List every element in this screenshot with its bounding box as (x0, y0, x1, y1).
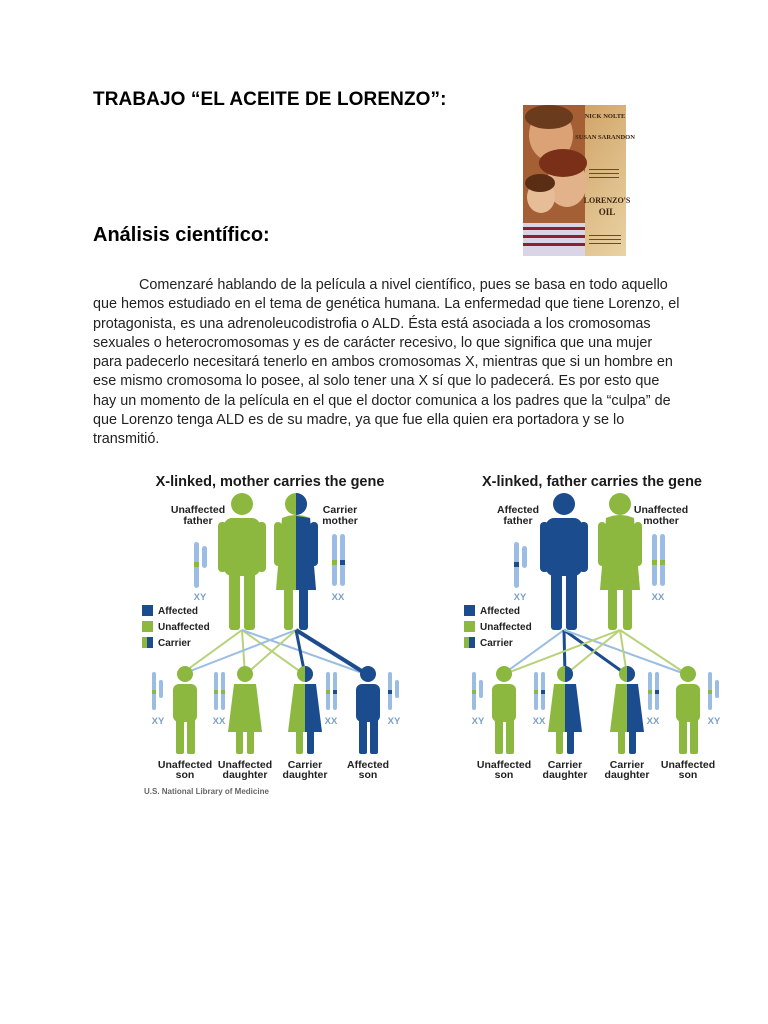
panel-mother-carries (142, 474, 401, 796)
left-child-1-label-2: son (175, 769, 195, 781)
right-father-label-1: Affected (496, 504, 540, 516)
poster-actor-1: NICK NOLTE (584, 113, 626, 120)
left-father-chromosomes (194, 542, 207, 588)
movie-poster-image (523, 105, 635, 256)
left-father-label-1: Unaffected (170, 504, 226, 516)
document-title: TRABAJO “EL ACEITE DE LORENZO”: (93, 89, 447, 110)
right-child-4-unaffected-son (676, 666, 700, 754)
right-child-1-unaffected-son (492, 666, 516, 754)
left-child-4-chrom: XY (387, 716, 401, 727)
right-child-4-label-2: son (678, 769, 698, 781)
right-mother-label-1: Unaffected (633, 504, 689, 516)
legend-right-unaffected: Unaffected (480, 622, 532, 633)
left-child-4-label-2: son (358, 769, 378, 781)
legend-right (464, 605, 532, 649)
right-mother-chromosomes (652, 534, 665, 586)
left-child-4-affected-son (356, 666, 380, 754)
legend-affected-swatch (142, 605, 153, 616)
left-child-1-label-1: Unaffected (157, 759, 213, 771)
legend-affected: Affected (158, 606, 199, 617)
left-mother-label-1: Carrier (322, 504, 358, 516)
right-father-figure (540, 493, 588, 630)
left-child-1-chrom: XY (151, 716, 165, 727)
right-child-2-carrier-daughter (548, 666, 582, 754)
legend-unaffected: Unaffected (158, 622, 210, 633)
right-mother-label-2: mother (643, 515, 679, 527)
poster-title-line2: OIL (598, 207, 616, 217)
right-child-3-label-1: Carrier (609, 759, 645, 771)
legend-unaffected-swatch (142, 621, 153, 632)
panel-father-carries (464, 474, 721, 781)
left-child-2-label-2: daughter (222, 769, 268, 781)
legend-carrier: Carrier (158, 638, 191, 649)
right-child-3-carrier-daughter (610, 666, 644, 754)
left-child-2-chrom: XX (212, 716, 226, 727)
right-child-1-chrom: XY (471, 716, 485, 727)
left-child-2-unaffected-daughter (228, 666, 262, 754)
left-child-2-label-1: Unaffected (217, 759, 273, 771)
right-child-4-label-1: Unaffected (660, 759, 716, 771)
panel-left-title: X-linked, mother carries the gene (155, 474, 385, 490)
legend-right-carrier: Carrier (480, 638, 513, 649)
poster-title-line1: LORENZO'S (583, 196, 631, 205)
left-mother-chromosomes (332, 534, 345, 586)
x-linked-inheritance-figure (130, 462, 740, 802)
legend-right-affected: Affected (480, 606, 521, 617)
right-child-2-chrom: XX (532, 716, 546, 727)
left-inheritance-lines (180, 630, 368, 675)
right-child-2-label-2: daughter (542, 769, 588, 781)
left-child-1-unaffected-son (173, 666, 197, 754)
poster-actor-2: SUSAN SARANDON (575, 134, 635, 141)
right-child-2-label-1: Carrier (547, 759, 583, 771)
left-child-3-label-2: daughter (282, 769, 328, 781)
right-father-label-2: father (503, 515, 533, 527)
right-mother-xx: XX (651, 592, 665, 603)
right-child-4-chrom: XY (707, 716, 721, 727)
left-father-xy: XY (193, 592, 207, 603)
right-inheritance-lines (502, 630, 688, 675)
right-child-1-label-2: son (494, 769, 514, 781)
legend (142, 605, 210, 649)
right-child-1-label-1: Unaffected (476, 759, 532, 771)
right-father-chromosomes (514, 542, 527, 588)
left-child-4-label-1: Affected (346, 759, 390, 771)
right-child-3-chrom: XX (646, 716, 660, 727)
figure-credit: U.S. National Library of Medicine (144, 787, 269, 796)
left-child-3-carrier-daughter (288, 666, 322, 754)
body-paragraph: Comenzaré hablando de la película a nivel científico, pues se basa en todo aquello que hemos estudiado en el tema de genética humana. La enfermedad que tiene Lorenzo, el protagonista, es una adrenoleucodistrofia o ALD. Ésta está asociada a los cromosomas sexuales o heterocromosomas y es de carácter recesivo, lo que significa que una mujer para padecerlo necesitará tenerlo en ambos cromosomas X, mientras que si un hombre en ese mismo cromosoma lo posee, al solo tener una X sí que lo padecerá. Es por esto que hay un momento de la película en el que el doctor comunica a los padres que la “culpa” de que Lorenzo tenga ALD es de su madre, ya que fue ella quien era portadora y se lo transmitió. (93, 277, 680, 448)
right-child-3-label-2: daughter (604, 769, 650, 781)
left-father-figure (218, 493, 266, 630)
left-mother-label-2: mother (322, 515, 358, 527)
section-heading: Análisis científico: (93, 224, 270, 246)
left-child-3-chrom: XX (324, 716, 338, 727)
right-father-xy: XY (513, 592, 527, 603)
panel-right-title: X-linked, father carries the gene (482, 474, 702, 490)
left-mother-xx: XX (331, 592, 345, 603)
left-father-label-2: father (183, 515, 213, 527)
left-child-3-label-1: Carrier (287, 759, 323, 771)
left-mother-figure (274, 493, 318, 630)
